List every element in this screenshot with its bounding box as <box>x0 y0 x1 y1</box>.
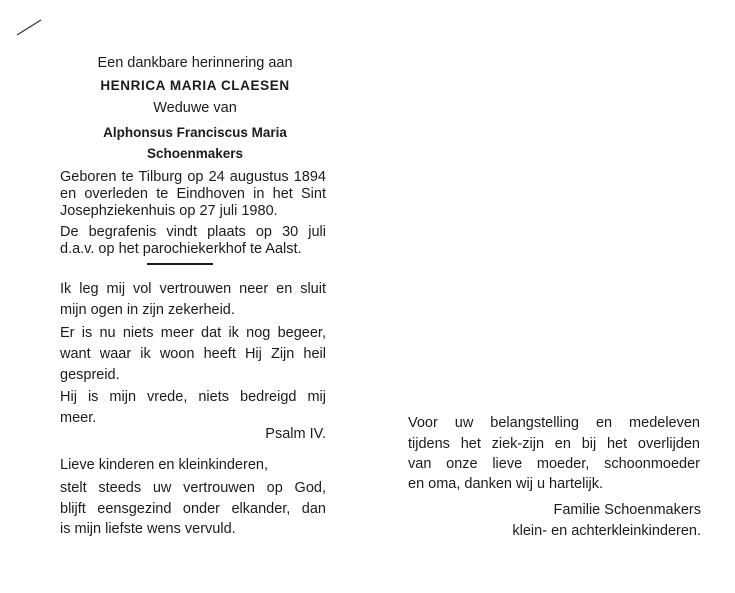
divider-rule <box>147 263 213 265</box>
signature-family: Familie Schoenmakers <box>553 502 701 518</box>
biography-line: d.a.v. op het parochiekerkhof te Aalst. <box>60 241 302 257</box>
psalm-source: Psalm IV. <box>265 426 326 442</box>
psalm-line: want waar ik woon heeft Hij Zijn heil <box>60 346 326 362</box>
thanks-line: Voor uw belangstelling en medeleven <box>408 415 700 431</box>
pen-stroke-mark <box>16 18 42 38</box>
spouse-name-line1: Alphonsus Franciscus Maria <box>103 125 287 140</box>
psalm-line: Ik leg mij vol vertrouwen neer en sluit <box>60 281 326 297</box>
widow-of-text: Weduwe van <box>153 100 237 116</box>
biography-line: Josephziekenhuis op 27 juli 1980. <box>60 203 278 219</box>
psalm-line: mijn ogen in zijn zekerheid. <box>60 302 235 318</box>
signature-grandchildren: klein- en achterkleinkinderen. <box>512 523 701 539</box>
thanks-line: van onze lieve moeder, schoonmoeder <box>408 456 700 472</box>
deceased-name: HENRICA MARIA CLAESEN <box>100 78 290 93</box>
biography-line: Geboren te Tilburg op 24 augustus 1894 <box>60 169 326 185</box>
thanks-line: en oma, danken wij u hartelijk. <box>408 476 604 492</box>
biography-line: en overleden te Eindhoven in het Sint <box>60 186 326 202</box>
psalm-line: gespreid. <box>60 367 120 383</box>
message-line: blijft eensgezind onder elkander, dan <box>60 501 326 517</box>
thanks-line: tijdens het ziek-zijn en bij het overlijden <box>408 436 700 452</box>
biography-line: De begrafenis vindt plaats op 30 juli <box>60 224 326 240</box>
psalm-line: meer. <box>60 410 97 426</box>
spouse-name-line2: Schoenmakers <box>146 146 244 161</box>
psalm-line: Hij is mijn vrede, niets bedreigd mij <box>60 389 326 405</box>
message-line: Lieve kinderen en kleinkinderen, <box>60 457 268 473</box>
psalm-line: Er is nu niets meer dat ik nog begeer, <box>60 325 326 341</box>
intro-text: Een dankbare herinnering aan <box>97 55 293 71</box>
message-line: is mijn liefste wens vervuld. <box>60 521 236 537</box>
message-line: stelt steeds uw vertrouwen op God, <box>60 480 326 496</box>
